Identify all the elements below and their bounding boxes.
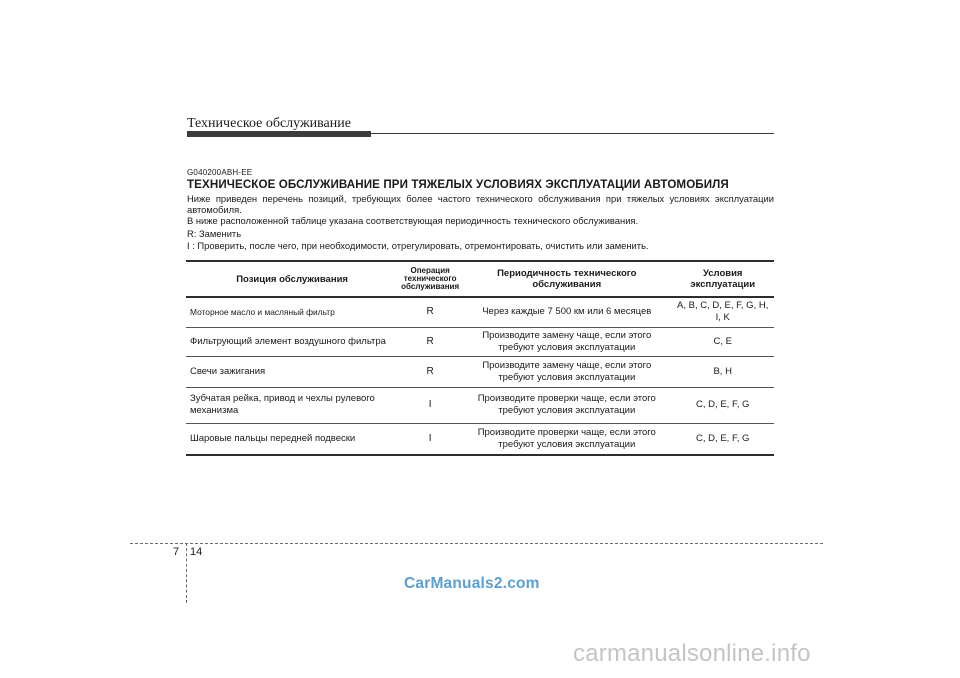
row-operation: R xyxy=(398,327,462,356)
row-conditions: C, D, E, F, G xyxy=(671,387,774,423)
watermark-link[interactable]: CarManuals2.com xyxy=(404,575,540,592)
row-position: Зубчатая рейка, привод и чехлы рулевого механизма xyxy=(186,387,398,423)
table-row xyxy=(186,356,774,387)
header-conditions: Условия эксплуатации xyxy=(671,261,774,297)
row-conditions: A, B, C, D, E, F, G, H, I, K xyxy=(677,300,769,324)
header-rule xyxy=(371,133,774,134)
legend-replace: R: Заменить xyxy=(187,228,242,239)
chapter-number: 7 xyxy=(173,546,180,558)
row-operation: R xyxy=(426,306,434,318)
row-period: Через каждые 7 500 км или 6 месяцев xyxy=(482,306,652,318)
row-period: Производите проверки чаще, если этого требуют условия эксплуатации xyxy=(462,387,671,423)
row-period: Производите замену чаще, если этого требуют условия эксплуатации xyxy=(462,356,671,387)
document-code: G040200ABH-EE xyxy=(187,168,253,177)
row-position: Фильтрующий элемент воздушного фильтра xyxy=(186,327,398,356)
maintenance-table xyxy=(186,260,774,456)
table-row xyxy=(186,297,774,327)
page-title: ТЕХНИЧЕСКОЕ ОБСЛУЖИВАНИЕ ПРИ ТЯЖЕЛЫХ УСЛОВИЯХ ЭКСПЛУАТАЦИИ АВТОМОБИЛЯ xyxy=(187,178,729,191)
row-position: Шаровые пальцы передней подвески xyxy=(186,423,398,455)
table-row xyxy=(186,387,774,423)
watermark-text: carmanualsonline.info xyxy=(573,640,811,667)
row-position: Моторное масло и масляный фильтр xyxy=(190,307,335,318)
header-accent-bar xyxy=(187,131,371,137)
header-operation: Операция технического обслуживания xyxy=(398,261,462,297)
table-row xyxy=(186,327,774,356)
note-paragraph: В ниже расположенной таблице указана соответствующая периодичность технического обслуживания. xyxy=(187,215,639,226)
row-conditions: C, D, E, F, G xyxy=(671,423,774,455)
legend-inspect: I : Проверить, после чего, при необходимости, отрегулировать, отремонтировать, очистить или заменить. xyxy=(187,240,649,251)
row-conditions: B, H xyxy=(671,356,774,387)
row-conditions: C, E xyxy=(671,327,774,356)
row-operation: R xyxy=(398,356,462,387)
table-row xyxy=(186,423,774,455)
row-period: Производите замену чаще, если этого требуют условия эксплуатации xyxy=(462,327,671,356)
row-period: Производите проверки чаще, если этого требуют условия эксплуатации xyxy=(462,423,671,455)
row-position: Свечи зажигания xyxy=(186,356,398,387)
intro-paragraph: Ниже приведен перечень позиций, требующих более частого технического обслуживания при тяжелых условиях эксплуатации автомобиля. xyxy=(187,193,774,215)
section-title: Техническое обслуживание xyxy=(187,116,351,131)
footer-dashed-divider xyxy=(186,543,187,603)
header-position: Позиция обслуживания xyxy=(186,261,398,297)
header-period: Периодичность технического обслуживания xyxy=(462,261,671,297)
row-operation: I xyxy=(398,387,462,423)
footer-dashed-rule xyxy=(130,543,823,544)
table-header-row xyxy=(186,261,774,297)
row-operation: I xyxy=(398,423,462,455)
page-number: 14 xyxy=(190,546,203,558)
